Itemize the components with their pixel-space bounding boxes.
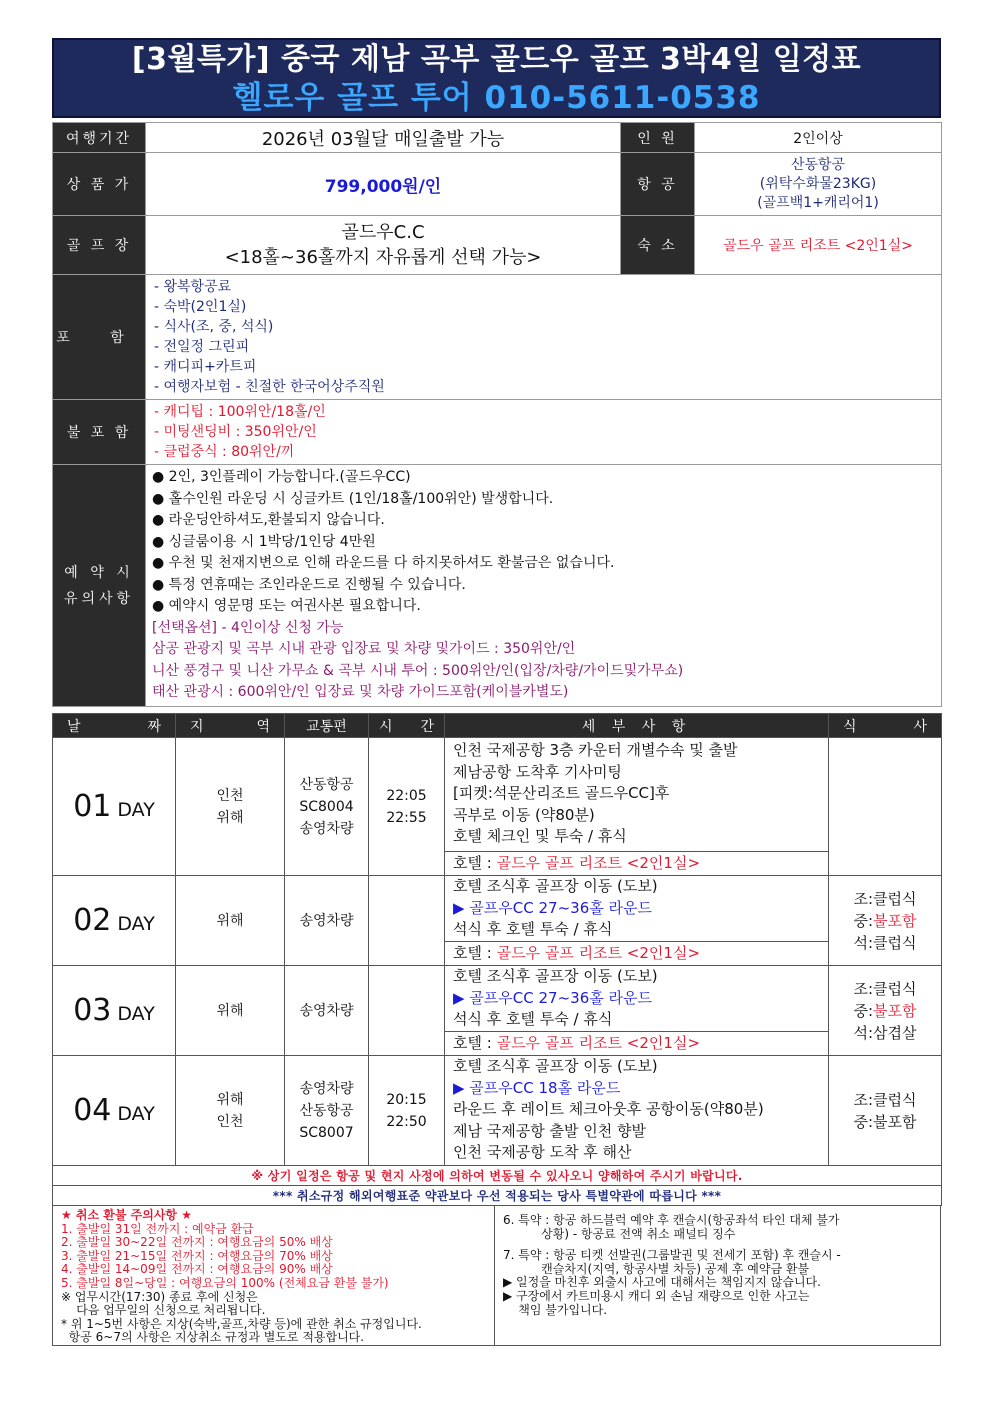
day-label: 01 DAY	[53, 738, 176, 876]
schedule-header-row	[53, 714, 942, 738]
header-details: 세 부 사 항	[445, 714, 829, 738]
include-label: 포 함	[53, 275, 146, 400]
cancel-line: 항공 6~7의 사항은 지상취소 규정과 별도로 적용합니다.	[61, 1330, 365, 1345]
header-region: 지 역	[176, 714, 285, 738]
cancel-title: ★ 취소 환불 주의사항 ★	[61, 1208, 192, 1222]
exclude-item: - 캐디팁 : 100위안/18홀/인	[154, 404, 326, 420]
note-item: ● 특정 연휴때는 조인라운드로 진행될 수 있습니다.	[152, 576, 466, 593]
detail-line: ▶ 골프우CC 27~36홀 라운드	[453, 898, 652, 917]
include-item: - 식사(조, 중, 석식)	[154, 319, 274, 335]
exclude-label: 불 포 함	[53, 400, 146, 465]
day-details	[445, 1056, 829, 1166]
detail-line: 곡부로 이동 (약80분)	[453, 805, 595, 824]
header-time: 시 간	[369, 714, 445, 738]
day-meals	[829, 738, 942, 876]
note-item: ● 2인, 3인플레이 가능합니다.(골드우CC)	[152, 469, 411, 486]
day-transport: 송영차량	[285, 966, 369, 1056]
detail-line: 인천 국제공항 3층 카운터 개별수속 및 출발	[453, 741, 738, 759]
include-item: - 전일정 그린피	[154, 339, 250, 355]
note-item: ● 우천 및 천재지변으로 인해 라운드를 다 하지못하셔도 환불금은 없습니다.	[152, 555, 615, 572]
special-line: ▶ 일정을 마친후 외출시 사고에 대해서는 책임지지 않습니다.	[503, 1275, 821, 1290]
cancel-line: 2. 출발일 30~22일 전까지 : 여행요금의 50% 배상	[61, 1235, 333, 1250]
include-item: - 왕복항공료	[154, 279, 232, 295]
notes-label-line: 예 약 시	[64, 564, 134, 581]
option-item: 니산 풍경구 및 니산 가무쇼 & 곡부 시내 투어 : 500위안/인(입장/차량/가이드및가무쇼)	[152, 662, 684, 679]
cancel-line: ※ 업무시간(17:30) 종료 후에 신청은	[61, 1289, 258, 1304]
header-day: 날 짜	[53, 714, 176, 738]
detail-line: 호텔 체크인 및 투숙 / 휴식	[453, 827, 627, 845]
airline-line: (골프백1+캐리어1)	[757, 194, 879, 211]
day-meals: 조:클럽식 중:불포함 석:클럽식	[829, 876, 942, 966]
cancel-line: 3. 출발일 21~15일 전까지 : 여행요금의 70% 배상	[61, 1248, 333, 1263]
day-region: 위해 인천	[176, 1056, 285, 1166]
header-transport: 교통편	[285, 714, 369, 738]
cancel-line: 1. 출발일 31일 전까지 : 예약금 환급	[61, 1221, 254, 1236]
day-time	[369, 876, 445, 966]
people-label: 인 원	[621, 123, 695, 153]
detail-line: 제남공항 도착후 기사미팅	[453, 762, 622, 781]
cancel-line: 다음 업무일의 신청으로 처리됩니다.	[61, 1303, 266, 1318]
airline-value	[695, 153, 942, 216]
stay-label: 숙 소	[621, 216, 695, 275]
hotel-line: 호텔 : 골드우 골프 리조트 <2인1실>	[445, 851, 828, 874]
cancel-policy	[52, 1206, 941, 1346]
period-label: 여행기간	[53, 123, 146, 153]
course-value	[146, 216, 621, 275]
course-line: <18홀~36홀까지 자유롭게 선택 가능>	[224, 247, 542, 268]
detail-line: 석식 후 호텔 투숙 / 휴식	[453, 920, 613, 938]
special-line: 상황) - 항공료 전액 취소 패널티 징수	[503, 1226, 736, 1241]
day-region: 인천 위해	[176, 738, 285, 876]
page-title: [3월특가] 중국 제남 곡부 골드우 골프 3박4일 일정표	[131, 42, 862, 77]
schedule-table	[52, 713, 942, 1206]
include-item: - 여행자보험 - 친절한 한국어상주직원	[154, 379, 385, 395]
notes-label	[53, 465, 146, 707]
day-label: 03 DAY	[53, 966, 176, 1056]
cancel-policy-left	[53, 1206, 495, 1345]
detail-line: 호텔 조식후 골프장 이동 (도보)	[453, 877, 658, 895]
special-line: 캔슬차지(지역, 항공사별 차등) 공제 후 예약금 환불	[503, 1261, 810, 1276]
day-meals: 조:클럽식 중:불포함	[829, 1056, 942, 1166]
detail-line: ▶ 골프우CC 18홀 라운드	[453, 1078, 621, 1097]
detail-line: 라운드 후 레이트 체크아웃후 공항이동(약80분)	[453, 1100, 764, 1118]
note-item: ● 라운딩안하셔도,환불되지 않습니다.	[152, 512, 385, 529]
course-line: 골드우C.C	[341, 222, 425, 243]
day-row	[53, 876, 942, 966]
day-details	[445, 876, 829, 966]
detail-line: [피켓:석문산리조트 골드우CC]후	[453, 784, 670, 802]
day-row	[53, 1056, 942, 1166]
exclude-item: - 클럽중식 : 80위안/끼	[154, 444, 295, 460]
day-transport: 송영차량	[285, 876, 369, 966]
day-time: 20:15 22:50	[369, 1056, 445, 1166]
day-time: 22:05 22:55	[369, 738, 445, 876]
note-item: ● 예약시 영문명 또는 여권사본 필요합니다.	[152, 598, 421, 615]
day-transport: 산동항공 SC8004 송영차량	[285, 738, 369, 876]
special-line: 6. 특약 : 항공 하드블럭 예약 후 캔슬시(항공좌석 타인 대체 불가	[503, 1213, 840, 1227]
notes-list	[146, 465, 942, 707]
note-item: ● 싱글룸이용 시 1박당/1인당 4만원	[152, 533, 376, 550]
course-label: 골 프 장	[53, 216, 146, 275]
day-details	[445, 738, 829, 876]
include-item: - 숙박(2인1실)	[154, 299, 247, 315]
day-transport: 송영차량 산동항공 SC8007	[285, 1056, 369, 1166]
notes-label-line: 유의사항	[63, 590, 135, 607]
title-banner	[52, 38, 941, 118]
trip-info-table	[52, 122, 942, 707]
people-value: 2인이상	[695, 123, 942, 153]
hotel-line: 호텔 : 골드우 골프 리조트 <2인1실>	[445, 941, 828, 964]
day-details	[445, 966, 829, 1056]
hotel-line: 호텔 : 골드우 골프 리조트 <2인1실>	[445, 1031, 828, 1054]
cancel-policy-right	[495, 1206, 940, 1345]
detail-line: ▶ 골프우CC 27~36홀 라운드	[453, 988, 652, 1007]
day-row	[53, 738, 942, 876]
price-label: 상 품 가	[53, 153, 146, 216]
day-region: 위해	[176, 966, 285, 1056]
cancel-policy-notice: *** 취소규정 해외여행표준 약관보다 우선 적용되는 당사 특별약관에 따릅니다 ***	[53, 1186, 942, 1206]
exclude-item: - 미팅샌딩비 : 350위안/인	[154, 424, 317, 440]
detail-line: 제남 국제공항 출발 인천 향발	[453, 1121, 646, 1140]
period-value: 2026년 03월달 매일출발 가능	[146, 123, 621, 153]
cancel-line: 5. 출발일 8일~당일 : 여행요금의 100% (전체요금 환불 불가)	[61, 1275, 389, 1290]
price-value: 799,000원/인	[146, 153, 621, 216]
exclude-list	[146, 400, 942, 465]
special-line: 7. 특약 : 항공 티켓 선발권(그룹발권 및 전세기 포함) 후 캔슬시 -	[503, 1248, 841, 1263]
airline-label: 항 공	[621, 153, 695, 216]
day-time	[369, 966, 445, 1056]
airline-line: (위탁수화물23KG)	[759, 175, 877, 192]
special-line: 책임 불가입니다.	[503, 1302, 608, 1317]
special-line: ▶ 구장에서 카트미용시 캐디 외 손님 재량으로 인한 사고는	[503, 1288, 810, 1303]
detail-line: 인천 국제공항 도착 후 해산	[453, 1143, 632, 1161]
cancel-line: * 위 1~5번 사항은 지상(숙박,골프,차량 등)에 관한 취소 규정입니다.	[61, 1316, 422, 1331]
note-item: ● 홀수인원 라운딩 시 싱글카트 (1인/18홀/100위안) 발생합니다.	[152, 490, 554, 507]
airline-line: 산동항공	[790, 156, 846, 173]
option-item: 태산 관광시 : 600위안/인 입장료 및 차량 가이드포함(케이블카별도)	[152, 684, 569, 701]
day-meals: 조:클럽식 중:불포함 석:삼겹살	[829, 966, 942, 1056]
day-label: 04 DAY	[53, 1056, 176, 1166]
day-region: 위해	[176, 876, 285, 966]
day-label: 02 DAY	[53, 876, 176, 966]
detail-line: 호텔 조식후 골프장 이동 (도보)	[453, 967, 658, 985]
include-item: - 캐디피+카트피	[154, 359, 257, 375]
detail-line: 호텔 조식후 골프장 이동 (도보)	[453, 1057, 658, 1075]
header-meal: 식 사	[829, 714, 942, 738]
detail-line: 석식 후 호텔 투숙 / 휴식	[453, 1010, 613, 1028]
itinerary-page	[52, 38, 941, 1346]
stay-value: 골드우 골프 리조트 <2인1실>	[695, 216, 942, 275]
page-subtitle: 헬로우 골프 투어 010-5611-0538	[232, 80, 761, 116]
option-item: 삼공 관광지 및 곡부 시내 관광 입장료 및 차량 및가이드 : 350위안/인	[152, 641, 576, 658]
include-list	[146, 275, 942, 400]
day-row	[53, 966, 942, 1056]
option-item: [선택옵션] - 4인이상 신청 가능	[152, 619, 344, 636]
schedule-notice: ※ 상기 일정은 항공 및 현지 사정에 의하여 변동될 수 있사오니 양해하여 주시기 바랍니다.	[53, 1166, 942, 1186]
cancel-line: 4. 출발일 14~09일 전까지 : 여행요금의 90% 배상	[61, 1262, 333, 1277]
